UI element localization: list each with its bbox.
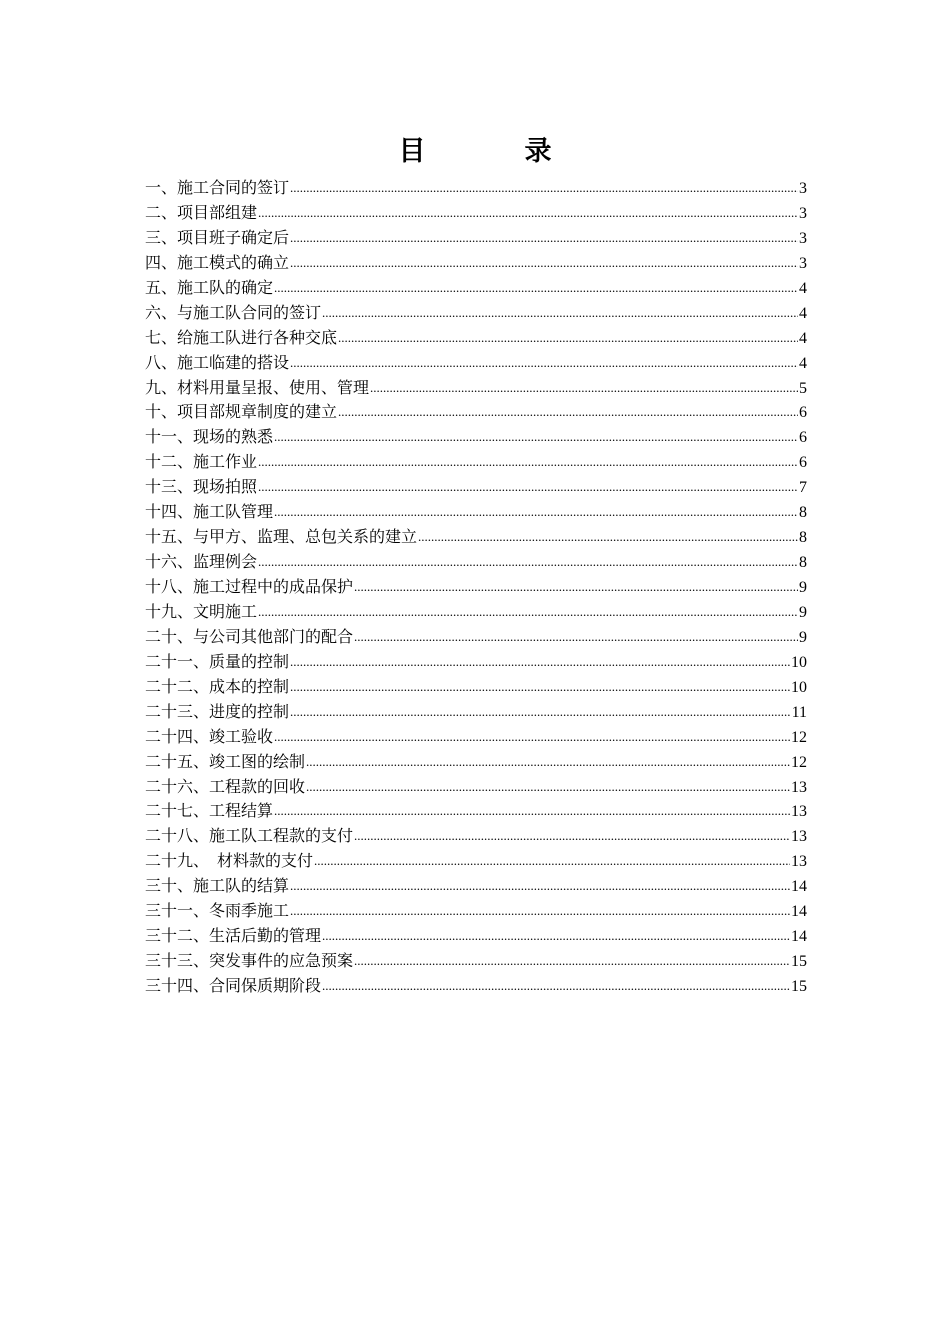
- toc-entry-page-number: 13: [791, 803, 807, 821]
- toc-entry[interactable]: [145, 874, 807, 899]
- toc-entry[interactable]: [145, 276, 807, 301]
- toc-entry-page-number: 4: [799, 279, 807, 297]
- toc-entry[interactable]: [145, 600, 807, 625]
- toc-entry-label: 十、项目部规章制度的建立: [145, 402, 338, 422]
- toc-entry-page-number: 9: [799, 579, 807, 596]
- toc-entry[interactable]: [145, 924, 807, 949]
- dot-leader: [290, 176, 798, 201]
- dot-leader: [290, 899, 790, 924]
- toc-entry[interactable]: [145, 226, 807, 251]
- toc-entry-page-number: 5: [799, 379, 807, 397]
- toc-entry-page-number: 13: [791, 828, 807, 846]
- toc-entry[interactable]: [145, 849, 807, 874]
- toc-entry-page-number: 14: [791, 928, 807, 946]
- toc-entry-page-number: 8: [799, 554, 807, 572]
- toc-entry-page-number: 9: [799, 628, 807, 646]
- dot-leader: [258, 201, 798, 226]
- dot-leader: [258, 475, 798, 500]
- dot-leader: [258, 550, 798, 575]
- toc-entry-label: 四、施工模式的确立: [145, 252, 290, 272]
- toc-entry-page-number: 4: [799, 329, 807, 347]
- dot-leader: [322, 974, 790, 999]
- toc-entry[interactable]: [145, 176, 807, 201]
- toc-entry-page-number: 9: [799, 603, 807, 621]
- toc-entry-label: 二十五、竣工图的绘制: [145, 751, 306, 771]
- dot-leader: [290, 226, 798, 251]
- dot-leader: [274, 725, 790, 750]
- toc-entry-label: 三十三、突发事件的应急预案: [145, 951, 354, 971]
- dot-leader: [418, 525, 798, 550]
- toc-entry-page-number: 6: [799, 429, 807, 447]
- toc-entry-label: 十一、现场的熟悉: [145, 427, 274, 447]
- dot-leader: [338, 326, 798, 351]
- toc-entry-page-number: 15: [791, 953, 807, 971]
- toc-entry-page-number: 3: [799, 229, 807, 247]
- table-of-contents: [145, 176, 807, 999]
- toc-entry[interactable]: [145, 450, 807, 475]
- dot-leader: [290, 675, 790, 700]
- toc-entry-page-number: 14: [791, 903, 807, 921]
- dot-leader: [290, 251, 798, 276]
- dot-leader: [274, 276, 798, 301]
- dot-leader: [322, 301, 798, 326]
- toc-entry[interactable]: [145, 425, 807, 450]
- toc-entry-page-number: 13: [791, 778, 807, 796]
- dot-leader: [322, 924, 790, 949]
- toc-entry-label: 二十七、工程结算: [145, 801, 274, 821]
- dot-leader: [274, 799, 790, 824]
- toc-entry-page-number: 4: [799, 354, 807, 372]
- dot-leader: [274, 500, 798, 525]
- toc-entry-label: 二十二、成本的控制: [145, 676, 290, 696]
- dot-leader: [370, 376, 798, 401]
- toc-entry[interactable]: [145, 475, 807, 500]
- toc-entry-label: 三十四、合同保质期阶段: [145, 976, 322, 995]
- toc-entry[interactable]: [145, 700, 807, 725]
- toc-entry[interactable]: [145, 251, 807, 276]
- toc-entry[interactable]: [145, 201, 807, 226]
- toc-entry-label: 三、项目班子确定后: [145, 227, 290, 247]
- toc-entry-label: 十六、监理例会: [145, 552, 258, 572]
- toc-entry[interactable]: [145, 899, 807, 924]
- toc-entry-page-number: 10: [791, 678, 807, 696]
- dot-leader: [354, 824, 790, 849]
- toc-entry[interactable]: [145, 376, 807, 401]
- dot-leader: [258, 600, 798, 625]
- dot-leader: [306, 750, 790, 775]
- toc-entry-label: 十九、文明施工: [145, 601, 258, 621]
- toc-entry-label: 十五、与甲方、监理、总包关系的建立: [145, 527, 418, 547]
- toc-entry-page-number: 7: [799, 479, 807, 497]
- toc-entry-label: 二十一、质量的控制: [145, 651, 290, 671]
- toc-entry[interactable]: [145, 550, 807, 575]
- toc-entry-label: 十四、施工队管理: [145, 502, 274, 522]
- toc-entry[interactable]: [145, 750, 807, 775]
- toc-entry[interactable]: [145, 725, 807, 750]
- toc-entry-label: 十二、施工作业: [145, 452, 258, 472]
- toc-entry[interactable]: [145, 824, 807, 849]
- dot-leader: [314, 849, 790, 874]
- toc-entry[interactable]: [145, 326, 807, 351]
- toc-entry-page-number: 13: [791, 853, 807, 871]
- dot-leader: [306, 775, 790, 800]
- toc-entry-label: 二十、与公司其他部门的配合: [145, 626, 354, 646]
- dot-leader: [354, 625, 798, 650]
- toc-entry-label: 九、材料用量呈报、使用、管理: [145, 377, 370, 397]
- toc-title: 目 录: [398, 136, 588, 167]
- toc-entry-page-number: 14: [791, 878, 807, 896]
- dot-leader: [290, 700, 791, 725]
- toc-entry-label: 二十九、 材料款的支付: [145, 851, 314, 871]
- dot-leader: [290, 874, 790, 899]
- toc-entry-label: 二十六、工程款的回收: [145, 776, 306, 796]
- toc-entry-label: 三十、施工队的结算: [145, 876, 290, 896]
- toc-entry-label: 五、施工队的确定: [145, 277, 274, 297]
- toc-entry-page-number: 15: [791, 978, 807, 995]
- toc-entry-label: 三十二、生活后勤的管理: [145, 926, 322, 946]
- toc-entry[interactable]: [145, 400, 807, 425]
- toc-entry-label: 八、施工临建的搭设: [145, 352, 290, 372]
- dot-leader: [290, 351, 798, 376]
- toc-entry-page-number: 6: [799, 454, 807, 472]
- toc-entry[interactable]: [145, 500, 807, 525]
- dot-leader: [354, 949, 790, 974]
- toc-entry-label: 二十三、进度的控制: [145, 701, 290, 721]
- toc-entry[interactable]: [145, 301, 807, 326]
- toc-entry-page-number: 12: [791, 753, 807, 771]
- toc-entry[interactable]: [145, 799, 807, 824]
- dot-leader: [258, 450, 798, 475]
- toc-entry-label: 六、与施工队合同的签订: [145, 302, 322, 322]
- toc-entry[interactable]: [145, 575, 807, 600]
- toc-entry-page-number: 10: [791, 653, 807, 671]
- toc-entry[interactable]: [145, 675, 807, 700]
- toc-entry-page-number: 8: [799, 504, 807, 522]
- dot-leader: [354, 575, 798, 600]
- toc-entry-label: 三十一、冬雨季施工: [145, 901, 290, 921]
- toc-entry[interactable]: [145, 949, 807, 974]
- toc-entry[interactable]: [145, 775, 807, 800]
- dot-leader: [274, 425, 798, 450]
- toc-entry-label: 七、给施工队进行各种交底: [145, 327, 338, 347]
- toc-entry-page-number: 3: [799, 254, 807, 272]
- toc-entry[interactable]: [145, 351, 807, 376]
- toc-entry-page-number: 3: [799, 180, 807, 197]
- toc-entry-page-number: 4: [799, 304, 807, 322]
- toc-entry-label: 二十四、竣工验收: [145, 726, 274, 746]
- toc-entry[interactable]: [145, 650, 807, 675]
- dot-leader: [338, 400, 798, 425]
- toc-entry-page-number: 11: [791, 703, 807, 721]
- toc-entry[interactable]: [145, 625, 807, 650]
- toc-entry-page-number: 12: [791, 728, 807, 746]
- toc-entry-page-number: 8: [799, 529, 807, 547]
- toc-entry[interactable]: [145, 974, 807, 999]
- toc-entry-label: 十八、施工过程中的成品保护: [145, 577, 354, 596]
- toc-entry-label: 一、施工合同的签订: [145, 178, 290, 197]
- toc-entry[interactable]: [145, 525, 807, 550]
- toc-entry-page-number: 6: [799, 404, 807, 422]
- toc-entry-label: 十三、现场拍照: [145, 477, 258, 497]
- toc-entry-page-number: 3: [799, 204, 807, 222]
- toc-entry-label: 二、项目部组建: [145, 202, 258, 222]
- dot-leader: [290, 650, 790, 675]
- toc-entry-label: 二十八、施工队工程款的支付: [145, 826, 354, 846]
